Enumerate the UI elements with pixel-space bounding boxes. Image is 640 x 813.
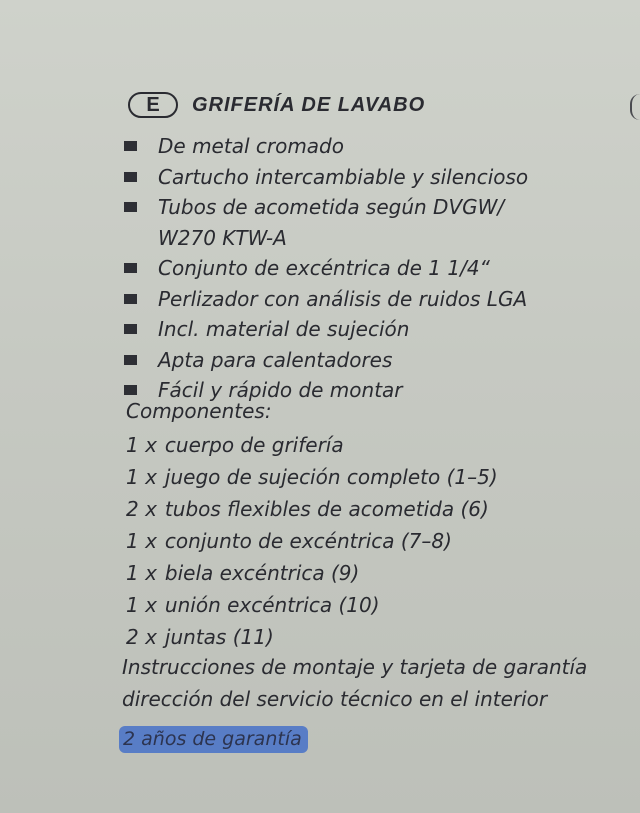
- feature-text: Apta para calentadores: [158, 347, 393, 372]
- note-line: Instrucciones de montaje y tarjeta de garantía: [122, 655, 588, 679]
- feature-text: Tubos de acometida según DVGW/: [158, 195, 505, 219]
- components-title: Componentes:: [126, 399, 272, 423]
- feature-text: Incl. material de sujeción: [158, 317, 410, 341]
- feature-item: [124, 345, 528, 376]
- component-item: [126, 557, 498, 589]
- square-bullet-icon: [124, 141, 137, 151]
- section-title: GRIFERÍA DE LAVABO: [192, 93, 426, 116]
- component-item: [126, 461, 498, 493]
- note-line: dirección del servicio técnico en el interior: [122, 687, 548, 711]
- component-item: [126, 525, 498, 557]
- feature-text: Perlizador con análisis de ruidos LGA: [158, 286, 528, 311]
- section-badge: E: [128, 92, 178, 118]
- feature-text: Conjunto de excéntrica de 1 1/4“: [158, 256, 490, 280]
- component-item: [126, 589, 498, 621]
- component-qty: 2 x: [126, 497, 157, 521]
- square-bullet-icon: [124, 324, 137, 334]
- square-bullet-icon: [124, 202, 137, 212]
- component-name: juego de sujeción completo (1–5): [164, 465, 498, 489]
- component-qty: 1 x: [126, 529, 157, 553]
- component-qty: 1 x: [126, 593, 157, 617]
- component-item: [126, 621, 498, 653]
- component-qty: 1 x: [126, 433, 157, 457]
- component-name: juntas (11): [164, 625, 274, 649]
- feature-text: Cartucho intercambiable y silencioso: [158, 164, 529, 189]
- feature-item: [124, 253, 528, 284]
- feature-item: [124, 192, 528, 253]
- component-name: conjunto de excéntrica (7–8): [164, 529, 452, 553]
- feature-item: [124, 284, 528, 315]
- component-qty: 1 x: [126, 561, 157, 585]
- square-bullet-icon: [124, 172, 137, 182]
- notes-block: [122, 651, 587, 715]
- feature-text: Fácil y rápido de montar: [158, 378, 403, 402]
- component-qty: 2 x: [126, 625, 157, 649]
- square-bullet-icon: [124, 385, 137, 395]
- component-name: tubos flexibles de acometida (6): [164, 497, 489, 521]
- feature-text: De metal cromado: [158, 134, 344, 158]
- component-name: cuerpo de grifería: [164, 433, 344, 457]
- feature-item: [124, 162, 528, 193]
- section-heading: [128, 92, 425, 118]
- component-name: unión excéntrica (10): [164, 593, 380, 617]
- feature-list: [124, 131, 528, 406]
- next-badge-edge: [630, 94, 640, 120]
- component-qty: 1 x: [126, 465, 157, 489]
- square-bullet-icon: [124, 263, 137, 273]
- feature-text-continuation: W270 KTW-A: [158, 225, 287, 250]
- square-bullet-icon: [124, 355, 137, 365]
- feature-item: [124, 314, 528, 345]
- warranty-highlight: 2 años de garantía: [119, 726, 308, 753]
- components-list: [126, 429, 498, 653]
- component-item: [126, 493, 498, 525]
- component-item: [126, 429, 498, 461]
- square-bullet-icon: [124, 294, 137, 304]
- component-name: biela excéntrica (9): [164, 561, 360, 585]
- feature-item: [124, 131, 528, 162]
